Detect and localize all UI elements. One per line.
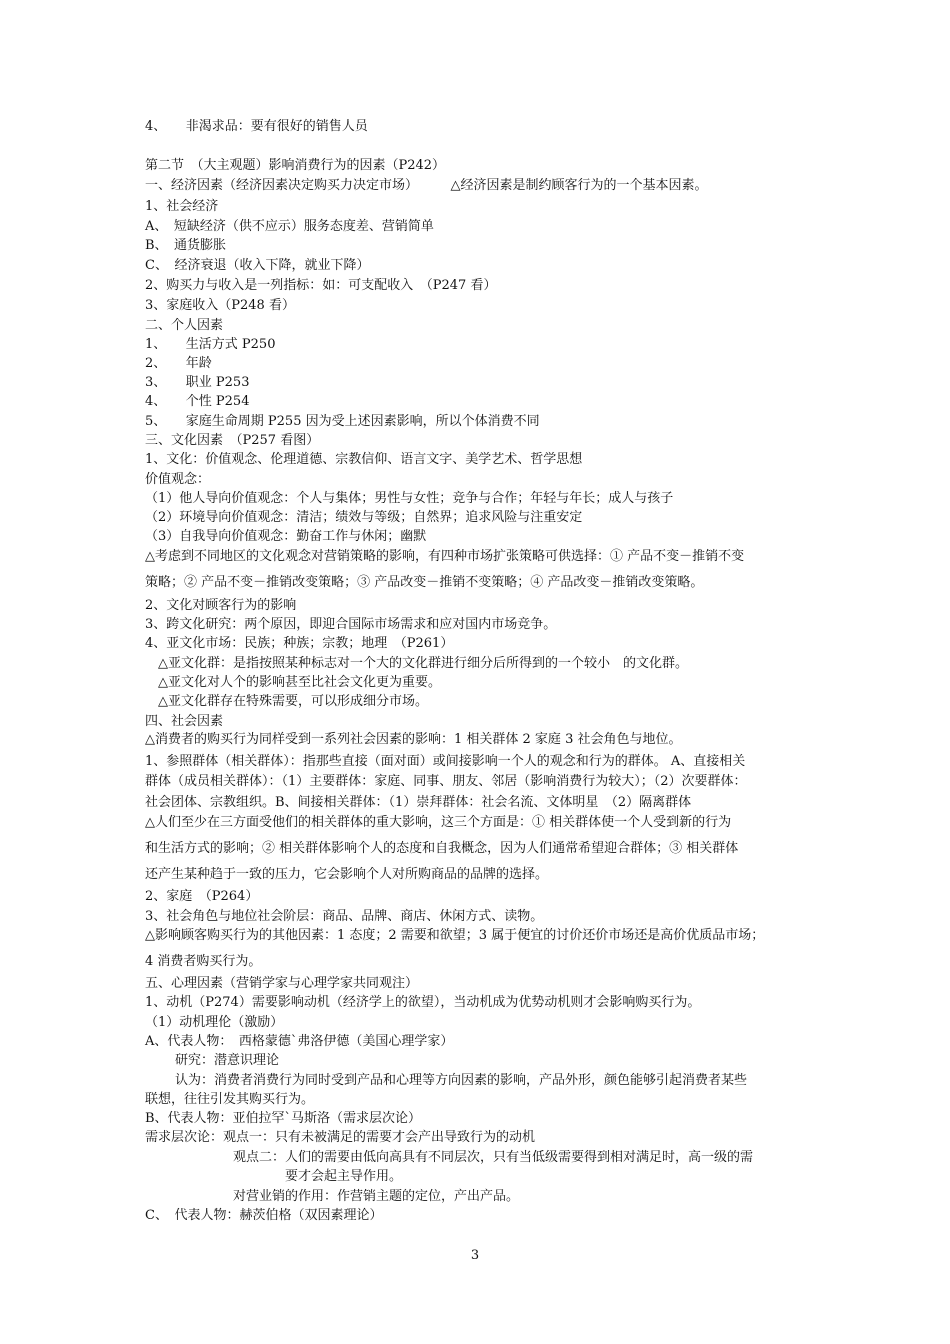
text-line: △考虑到不同地区的文化观念对营销策略的影响，有四种市场扩张策略可供选择：① 产品不变－推销不变 <box>145 549 745 564</box>
text-line: 2、文化对顾客行为的影响 <box>145 598 297 613</box>
text-line: 3、 职业 P253 <box>145 375 250 390</box>
text-line: C、 经济衰退（收入下降，就业下降） <box>145 258 370 273</box>
text-line: 2、购买力与收入是一列指标：如：可支配收入 （P247 看） <box>145 278 497 293</box>
text-line: 3、家庭收入（P248 看） <box>145 298 295 313</box>
text-line: B、代表人物：亚伯拉罕`马斯洛（需求层次论） <box>145 1111 422 1126</box>
text-line: 和生活方式的影响；② 相关群体影响个人的态度和自我概念，因为人们通常希望迎合群体；③ 相关群体 <box>145 841 739 856</box>
text-line: （3）自我导向价值观念：勤奋工作与休闲；幽默 <box>145 529 427 544</box>
text-line: 联想，往往引发其购买行为。 <box>145 1092 315 1107</box>
text-line: 1、 生活方式 P250 <box>145 337 276 352</box>
text-line: 认为：消费者消费行为同时受到产品和心理等方向因素的影响，产品外形，颜色能够引起消费者某些 <box>175 1073 748 1088</box>
text-line: △亚文化对人个的影响甚至比社会文化更为重要。 <box>145 675 441 690</box>
text-line: △消费者的购买行为同样受到一系列社会因素的影响：1 相关群体 2 家庭 3 社会角色与地位。 <box>145 732 682 747</box>
text-line: （2）环境导向价值观念：清洁；绩效与等级；自然界；追求风险与注重安定 <box>145 510 583 525</box>
text-line: △亚文化群：是指按照某种标志对一个大的文化群进行细分后所得到的一个较小 的文化群。 <box>145 656 688 671</box>
text-line: 1、参照群体（相关群体）：指那些直接（面对面）或间接影响一个人的观念和行为的群体。 A、直接相关 <box>145 754 746 769</box>
text-line: （1）动机理伦（激励） <box>145 1015 284 1030</box>
text-line: △人们至少在三方面受他们的相关群体的重大影响，这三个方面是：① 相关群体使一个人受到新的行为 <box>145 815 732 830</box>
text-line: 4、 个性 P254 <box>145 394 250 409</box>
text-line: 2、家庭 （P264） <box>145 889 259 904</box>
text-line: A、 短缺经济（供不应示）服务态度差、营销简单 <box>145 219 434 234</box>
text-line: 三、文化因素 （P257 看图） <box>145 433 320 448</box>
text-line: （1）他人导向价值观念：个人与集体；男性与女性；竞争与合作；年轻与年长；成人与孩子 <box>145 491 674 506</box>
text-line: 四、社会因素 <box>145 714 224 729</box>
text-line: 二、个人因素 <box>145 318 224 333</box>
text-line: 研究：潜意识理论 <box>175 1053 280 1068</box>
text-line: 2、 年龄 <box>145 356 212 371</box>
text-line: 群体（成员相关群体）：（1）主要群体：家庭、同事、朋友、邻居（影响消费行为较大）；（2）次要群体： <box>145 774 747 789</box>
text-line: 1、动机（P274）需要影响动机（经济学上的欲望），当动机成为优势动机则才会影响购买行为。 <box>145 995 701 1010</box>
text-line: 五、心理因素（营销学家与心理学家共同观注） <box>145 976 419 991</box>
text-line: A、代表人物： 西格蒙德`弗洛伊德（美国心理学家） <box>145 1034 454 1049</box>
text-line: 价值观念： <box>145 472 211 487</box>
text-line: 要才会起主导作用。 <box>285 1169 403 1184</box>
text-line: 4、 非渴求品：要有很好的销售人员 <box>145 119 368 134</box>
text-line: △亚文化群存在特殊需要，可以形成细分市场。 <box>145 694 428 709</box>
text-line: 观点二：人们的需要由低向高具有不同层次，只有当低级需要得到相对满足时，高一级的需 <box>233 1150 754 1165</box>
text-line: 策略；② 产品不变－推销改变策略；③ 产品改变－推销不变策略；④ 产品改变－推销改变策略。 <box>145 575 704 590</box>
text-line: 一、经济因素（经济因素决定购买力决定市场） △经济因素是制约顾客行为的一个基本因素。 <box>145 178 708 193</box>
text-line: 1、社会经济 <box>145 199 219 214</box>
text-line: 3、跨文化研究：两个原因，即迎合国际市场需求和应对国内市场竞争。 <box>145 617 557 632</box>
text-line: 对营业销的作用：作营销主题的定位，产出产品。 <box>233 1189 520 1204</box>
text-line: C、 代表人物：赫茨伯格（双因素理论） <box>145 1208 383 1223</box>
text-line: 需求层次论：观点一：只有未被满足的需要才会产出导致行为的动机 <box>145 1130 536 1145</box>
text-line: 3、社会角色与地位社会阶层：商品、品牌、商店、休闲方式、读物。 <box>145 909 544 924</box>
text-line: 还产生某种趋于一致的压力，它会影响个人对所购商品的品牌的选择。 <box>145 867 549 882</box>
text-line: 社会团体、宗教组织。B、间接相关群体：（1）崇拜群体：社会名流、文体明星 （2）隔离群体 <box>145 795 692 810</box>
text-line: 1、文化：价值观念、伦理道德、宗教信仰、语言文字、美学艺术、哲学思想 <box>145 452 583 467</box>
text-line: 4 消费者购买行为。 <box>145 954 262 969</box>
page-number: 3 <box>470 1248 480 1263</box>
text-line: B、 通货膨胀 <box>145 238 227 253</box>
text-line: 4、亚文化市场：民族；种族；宗教；地理 （P261） <box>145 636 454 651</box>
text-line: △影响顾客购买行为的其他因素：1 态度；2 需要和欲望；3 属于便宜的讨价还价市场还是高价优质品市场； <box>145 928 765 943</box>
text-line: 第二节 （大主观题）影响消费行为的因素（P242） <box>145 158 446 173</box>
text-line: 5、 家庭生命周期 P255 因为受上述因素影响，所以个体消费不同 <box>145 414 540 429</box>
